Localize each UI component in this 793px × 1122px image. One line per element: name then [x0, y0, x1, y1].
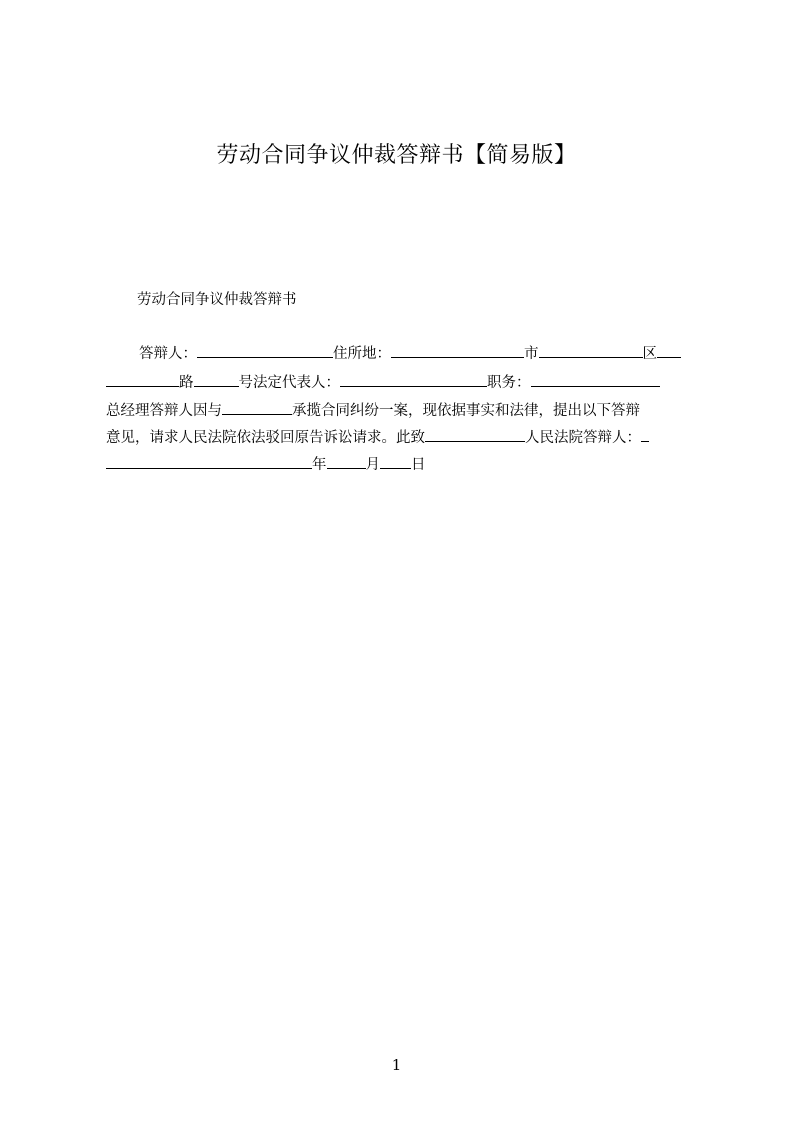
court-blank[interactable] — [425, 426, 525, 442]
road-label: 路 — [179, 375, 194, 391]
body-line-3 — [106, 399, 700, 422]
respondent-blank[interactable] — [197, 342, 333, 358]
page-number: 1 — [391, 1056, 402, 1074]
line4-text-before: 意见，请求人民法院依法驳回原告诉讼请求。此致 — [106, 430, 425, 446]
document-title: 劳动合同争议仲裁答辩书【简易版】 — [216, 143, 577, 168]
address-blank[interactable] — [391, 342, 524, 358]
address-label: 住所地： — [333, 346, 391, 362]
number-legal-rep-label: 号法定代表人： — [238, 375, 340, 391]
line3-text-after: 承揽合同纠纷一案，现依据事实和法律，提出以下答辩 — [292, 403, 640, 419]
respondent-label: 答辩人： — [139, 346, 197, 362]
body-line-2 — [106, 371, 700, 394]
line4-text-after: 人民法院答辩人： — [525, 430, 641, 446]
district-label: 区 — [642, 346, 657, 362]
body-line-4 — [106, 426, 700, 449]
road-blank[interactable] — [106, 371, 179, 387]
document-subtitle: 劳动合同争议仲裁答辩书 — [137, 292, 297, 308]
body-line-1 — [139, 342, 699, 365]
city-blank[interactable] — [539, 342, 643, 358]
day-label: 日 — [411, 457, 426, 473]
district-blank[interactable] — [657, 342, 681, 358]
signature-blank-start[interactable] — [641, 426, 649, 442]
month-blank[interactable] — [327, 453, 366, 469]
signature-blank[interactable] — [106, 453, 312, 469]
body-line-5 — [106, 453, 700, 476]
party-blank[interactable] — [222, 399, 292, 415]
number-blank[interactable] — [194, 371, 239, 387]
day-blank[interactable] — [380, 453, 411, 469]
position-blank[interactable] — [531, 371, 660, 387]
city-label: 市 — [524, 346, 539, 362]
position-label: 职务： — [487, 375, 531, 391]
line3-text-before: 总经理答辩人因与 — [106, 403, 222, 419]
month-label: 月 — [365, 457, 380, 473]
legal-rep-blank[interactable] — [340, 371, 487, 387]
year-label: 年 — [312, 457, 327, 473]
